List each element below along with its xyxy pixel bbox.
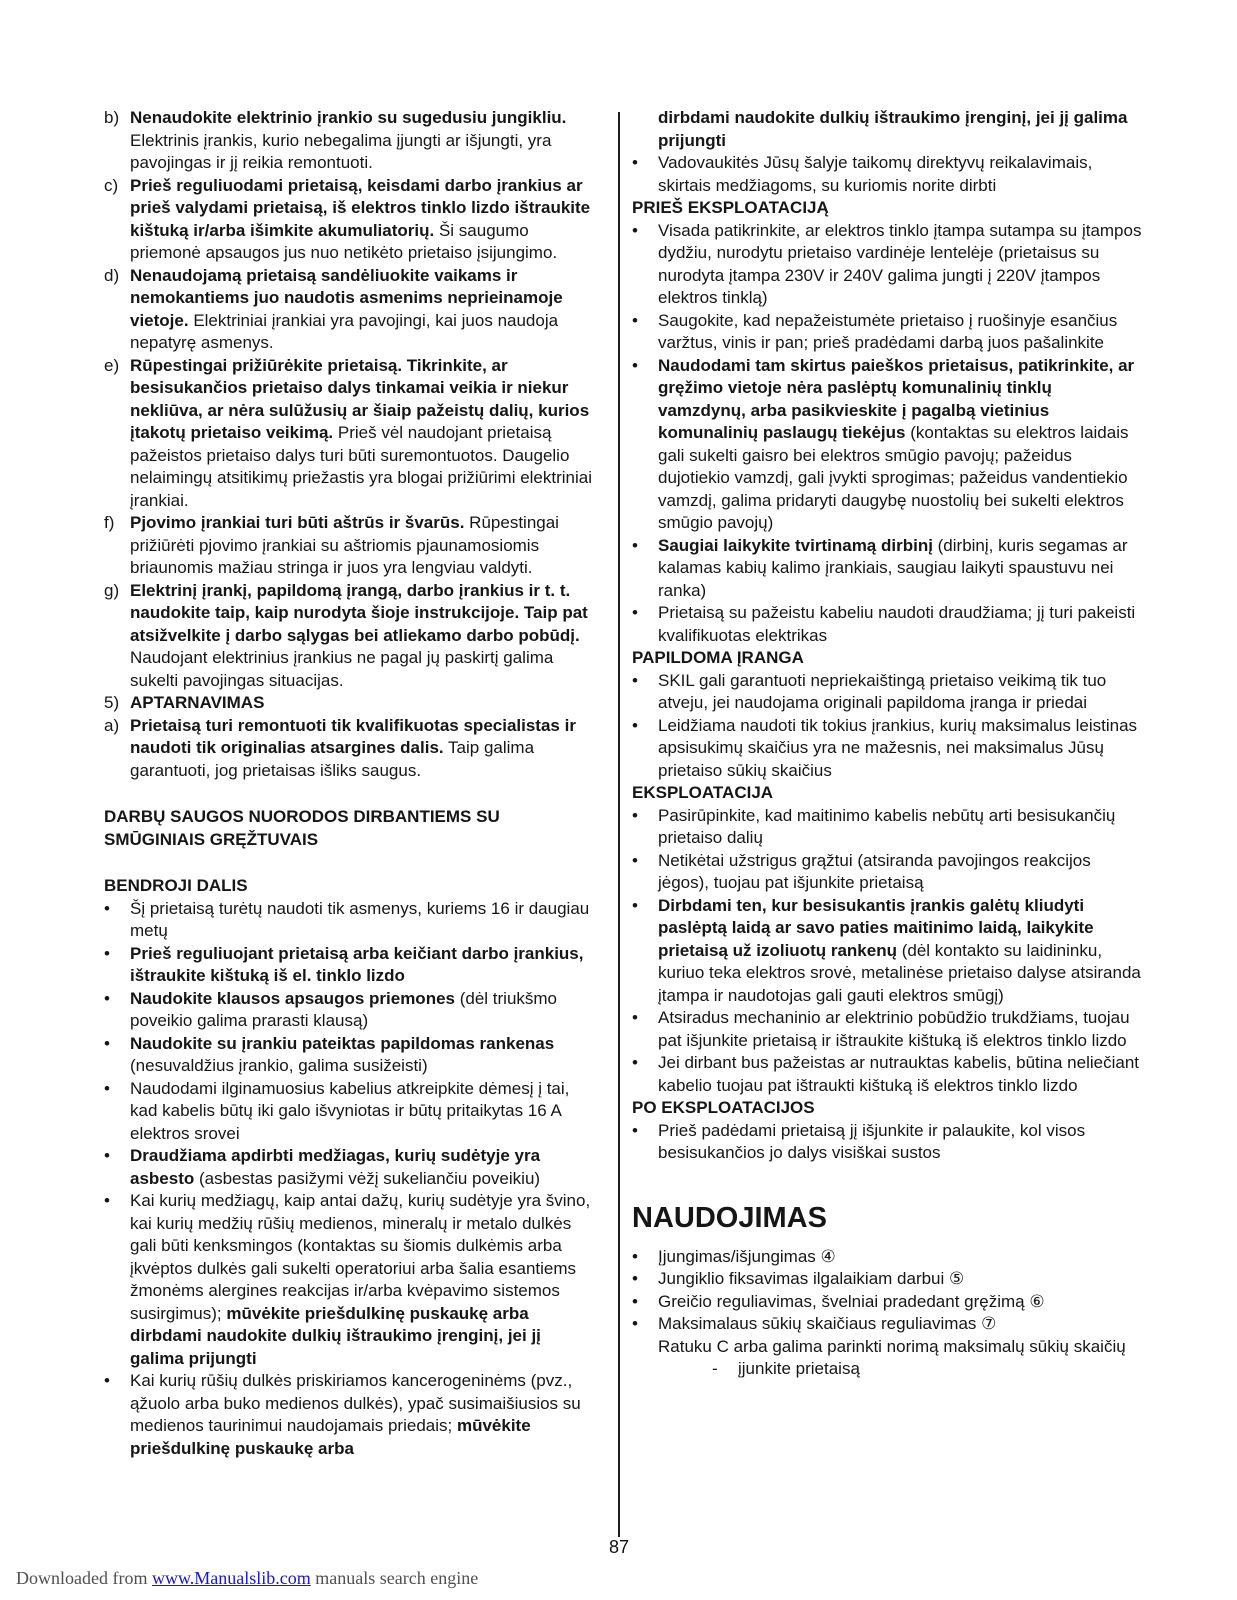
bullet-icon: •	[632, 153, 638, 172]
dash-icon: -	[712, 1359, 718, 1378]
bullet-icon: •	[104, 943, 110, 963]
text-segment: (dėl triukšmo poveikio galima prarasti klausą)	[130, 988, 558, 1030]
section-heading: EKSPLOATACIJA	[632, 783, 774, 802]
bullet-item	[104, 1370, 598, 1460]
footer-prefix: Downloaded from	[16, 1568, 152, 1588]
text-segment: Ratuku C arba galima parinkti norimą maksimalų sūkių skaičių	[658, 1336, 1126, 1356]
bullet-item	[104, 988, 598, 1033]
item-text	[738, 1358, 1144, 1381]
bullet-icon: •	[632, 1269, 638, 1288]
text-segment: Kai kurių rūšių dulkės priskiriamos kancerogeninėms (pvz., ąžuolo arba buko medienos dulkės), ypač susimaišiusios su medienos taurinimui naudojamais priedais;	[130, 1371, 581, 1435]
bullet-item	[632, 1120, 1144, 1165]
bullet-item	[632, 220, 1144, 310]
bullet-item	[104, 1190, 598, 1370]
bullet-item	[632, 1246, 1144, 1269]
item-text	[130, 898, 598, 943]
bullet-item	[104, 1078, 598, 1146]
bullet-icon: •	[632, 895, 638, 915]
manualslib-link[interactable]: www.Manualslib.com	[151, 1568, 311, 1588]
bullet-icon: •	[632, 1246, 638, 1266]
text-segment: Naudokite su įrankiu pateiktas papildomas rankenas	[130, 1033, 555, 1053]
bullet-icon: •	[104, 1078, 110, 1098]
text-segment: Vadovaukitės Jūsų šalyje taikomų direktyvų reikalavimais, skirtais medžiagoms, su kuriomis norite dirbti	[658, 153, 1093, 195]
item-text	[658, 895, 1144, 1008]
item-text	[658, 152, 1144, 197]
text-segment: Elektrinis įrankis, kurio nebegalima įjungti ar išjungti, yra pavojingas ir jį reikia remontuoti.	[130, 130, 552, 172]
item-text	[658, 850, 1144, 895]
item-text	[658, 1052, 1144, 1097]
text-segment: Dirbdami ten, kur besisukantis įrankis galėtų kliudyti paslėptą laidą ar savo paties maitinimo laidą, laikykite prietaisą už izoliuotų rankenų	[658, 895, 1094, 960]
bullet-icon: •	[632, 355, 638, 375]
bullet-icon: •	[104, 988, 110, 1008]
item-marker: 5)	[104, 693, 120, 712]
text-segment: (dirbinį, kuris segamas ar kalamas kabių kalimo įrankiais, saugiau laikyti spaustuvu nei ranka)	[658, 535, 1128, 600]
bullet-item	[632, 1007, 1144, 1052]
bullet-item	[104, 943, 598, 988]
list-item	[104, 175, 598, 265]
text-segment: įjunkite prietaisą	[738, 1359, 860, 1378]
bullet-icon: •	[632, 1008, 638, 1027]
item-text	[658, 602, 1144, 647]
bullet-item	[632, 850, 1144, 895]
left-column	[104, 107, 598, 1460]
bullet-item	[632, 152, 1144, 197]
text-segment: Ši saugumo priemonė apsaugos jus nuo netikėto prietaiso įsijungimo.	[130, 220, 558, 262]
section-gap	[104, 782, 598, 806]
bullet-item	[632, 1268, 1144, 1291]
section-gap	[104, 851, 598, 875]
item-text	[658, 670, 1144, 715]
item-text	[658, 1336, 1144, 1359]
text-segment: Prieš vėl naudojant prietaisą pažeistos prietaiso dalys turi būti suremontuotos. Daugelio nelaimingų atsitikimų priežastis yra blogai prižiūrimi elektriniai įrankiai.	[130, 423, 593, 510]
item-marker: e)	[104, 355, 120, 375]
bullet-icon: •	[632, 535, 638, 555]
item-text	[658, 805, 1144, 850]
item-text	[130, 988, 598, 1033]
item-text	[658, 1291, 1144, 1314]
text-segment: Greičio reguliavimas, švelniai pradedant gręžimą ⑥	[658, 1291, 1045, 1311]
item-text	[130, 1190, 598, 1370]
text-segment: Prietaisą su pažeistu kabeliu naudoti draudžiama; jį turi pakeisti kvalifikuotas elektrikas	[658, 603, 1136, 645]
text-segment: Naudojant elektrinius įrankius ne pagal jų paskirtį galima sukelti pavojingas situacijas.	[130, 648, 554, 690]
item-text	[130, 692, 598, 715]
item-text	[130, 943, 598, 988]
bullet-item	[632, 805, 1144, 850]
text-segment: Naudokite klausos apsaugos priemones	[130, 988, 455, 1008]
text-segment: mūvėkite priešdulkinę puskaukę arba	[130, 1416, 531, 1458]
text-segment: Kai kurių medžiagų, kaip antai dažų, kurių sudėtyje yra švino, kai kurių medžių rūšių medienos, mineralų ir metalo dulkės gali būti kenksmingos (kontaktas su šiomis dulkėmis arba įkvėptos dulkės gali sukelti operatoriui arba šalia esantiems žmonėms alergines reakcijas ir/arba kvėpavimo sistemos susirgimus);	[130, 1191, 591, 1323]
item-text	[658, 1007, 1144, 1052]
text-segment: dirbdami naudokite dulkių ištraukimo įrenginį, jei jį galima prijungti	[658, 108, 1128, 150]
item-text	[658, 310, 1144, 355]
section-heading: PO EKSPLOATACIJOS	[632, 1098, 815, 1117]
text-segment: Šį prietaisą turėtų naudoti tik asmenys, kuriems 16 ir daugiau metų	[130, 898, 590, 940]
bullet-icon: •	[632, 220, 638, 240]
item-marker: g)	[104, 580, 120, 600]
item-text	[658, 107, 1144, 152]
text-segment: Jungiklio fiksavimas ilgalaikiam darbui ⑤	[658, 1269, 965, 1288]
text-segment: Leidžiama naudoti tik tokius įrankius, kurių maksimalus leistinas apsisukimų skaičius yra ne mažesnis, nei maksimalus Jūsų prietaiso sūkių skaičius	[658, 715, 1138, 780]
bullet-icon: •	[632, 1291, 638, 1311]
footer-suffix: manuals search engine	[310, 1568, 479, 1588]
text-segment: Prieš reguliuojant prietaisą arba keičiant darbo įrankius, ištraukite kištuką iš el. tinklo lizdo	[130, 943, 584, 985]
bullet-icon: •	[632, 1053, 638, 1072]
item-marker: d)	[104, 265, 120, 285]
text-segment: Prietaisą turi remontuoti tik kvalifikuotas specialistas ir naudoti tik originalias atsargines dalis.	[130, 715, 576, 757]
text-segment: Rūpestingai prižiūrėti pjovimo įrankiai su aštriomis pjaunamosiomis briaunomis mažiau stringa ir juos yra lengviau valdyti.	[130, 513, 559, 577]
item-text	[658, 535, 1144, 603]
bullet-icon: •	[632, 715, 638, 735]
bullet-icon: •	[104, 1191, 110, 1210]
bullet-item	[632, 715, 1144, 783]
bullet-item	[632, 310, 1144, 355]
item-text	[658, 220, 1144, 310]
item-text	[130, 355, 598, 513]
item-text	[130, 107, 598, 175]
item-marker: f)	[104, 513, 115, 532]
bullet-item	[632, 355, 1144, 535]
bullet-icon: •	[632, 603, 638, 622]
list-item	[104, 512, 598, 580]
text-segment: Prieš padėdami prietaisą jį išjunkite ir palaukite, kol visos besisukančios jo dalys visiškai sustos	[658, 1120, 1086, 1162]
section-heading: PAPILDOMA ĮRANGA	[632, 648, 804, 667]
item-text	[130, 1078, 598, 1146]
item-text	[130, 175, 598, 265]
bullet-item	[632, 535, 1144, 603]
list-item	[104, 107, 598, 175]
text-segment: (dėl kontakto su laidininku, kuriuo teka elektros srovė, metalinėse prietaiso dalyse atsiranda įtampa ir naudotojas gali gauti elektros smūgį)	[658, 940, 1141, 1005]
column-divider	[618, 112, 620, 1537]
text-segment: Naudodami ilginamuosius kabelius atkreipkite dėmesį į tai, kad kabelis būtų iki galo išvyniotas ir būtų pritaikytas 16 A elektros srovei	[130, 1078, 570, 1143]
text-segment: Atsiradus mechaninio ar elektrinio pobūdžio trukdžiams, tuojau pat išjunkite prietaisą ir ištraukite kištuką iš elektros tinklo lizdo	[658, 1008, 1130, 1050]
text-segment: Maksimalaus sūkių skaičiaus reguliavimas ⑦	[658, 1314, 997, 1333]
list-item	[104, 355, 598, 513]
bullet-icon: •	[632, 1314, 638, 1333]
item-text	[130, 715, 598, 783]
item-text	[130, 1145, 598, 1190]
text-segment: Nenaudokite elektrinio įrankio su sugedusiu jungikliu.	[130, 108, 567, 127]
text-segment: (asbestas pasižymi vėžį sukeliančiu poveikiu)	[194, 1168, 541, 1188]
bullet-icon: •	[632, 670, 638, 690]
bullet-item	[632, 602, 1144, 647]
text-segment: Pjovimo įrankiai turi būti aštrūs ir švarūs.	[130, 513, 465, 532]
chapter-heading: NAUDOJIMAS	[632, 1201, 827, 1234]
text-segment: Draudžiama apdirbti medžiagas, kurių sudėtyje yra asbesto	[130, 1146, 541, 1188]
section-heading: BENDROJI DALIS	[104, 876, 248, 895]
item-text	[130, 512, 598, 580]
item-text	[658, 1313, 1144, 1336]
bullet-icon: •	[632, 850, 638, 870]
bullet-icon: •	[104, 898, 110, 918]
item-text	[658, 355, 1144, 535]
item-text	[130, 1370, 598, 1460]
bullet-item	[104, 1145, 598, 1190]
bullet-icon: •	[104, 1371, 110, 1390]
item-text	[658, 1120, 1144, 1165]
text-segment: mūvėkite priešdulkinę puskaukę arba dirbdami naudokite dulkių ištraukimo įrenginį, jei jį galima prijungti	[130, 1303, 541, 1368]
bullet-item	[104, 1033, 598, 1078]
section-heading: PRIEŠ EKSPLOATACIJĄ	[632, 198, 829, 217]
bullet-item	[632, 895, 1144, 1008]
item-marker: c)	[104, 175, 119, 195]
text-segment: Netikėtai užstrigus grąžtui (atsiranda pavojingos reakcijos jėgos), tuojau pat išjunkite prietaisą	[658, 850, 1091, 892]
bullet-icon: •	[632, 805, 638, 825]
dash-item	[712, 1358, 1144, 1381]
list-item	[104, 692, 598, 715]
text-segment: (kontaktas su elektros laidais gali sukelti gaisro bei elektros smūgio pavojų; pažeidus dujotiekio vamzdį, gali įvykti sprogimas; pažeidus vandentiekio vamzdį, galima pridaryti daugybę nuostolių bei sukelti elektros smūgio pavojų)	[658, 423, 1129, 532]
bullet-item	[632, 1291, 1144, 1314]
text-segment: Taip galima garantuoti, jog prietaisas išliks saugus.	[130, 738, 535, 780]
text-segment: Įjungimas/išjungimas ④	[658, 1246, 836, 1266]
item-text	[130, 580, 598, 693]
right-column	[632, 107, 1144, 1381]
text-segment: Nenaudojamą prietaisą sandėliuokite vaikams ir nemokantiems juo naudotis asmenims neprieinamoje vietoje.	[130, 265, 563, 330]
text-segment: Saugokite, kad nepažeistumėte prietaiso į ruošinyje esančius varžtus, vinis ir pan; prieš pradėdami darbą juos pašalinkite	[658, 310, 1118, 352]
text-segment: Pasirūpinkite, kad maitinimo kabelis nebūtų arti besisukančių prietaiso dalių	[658, 805, 1116, 847]
text-segment: Elektriniai įrankiai yra pavojingi, kai juos naudoja nepatyrę asmenys.	[130, 310, 559, 352]
text-segment: (nesuvaldžius įrankio, galima susižeisti)	[130, 1056, 428, 1075]
list-item	[104, 265, 598, 355]
item-marker: b)	[104, 108, 120, 127]
text-segment: Saugiai laikykite tvirtinamą dirbinį	[658, 535, 933, 555]
text-segment: SKIL gali garantuoti nepriekaištingą prietaiso veikimą tik tuo atveju, jei naudojama originali papildoma įranga ir priedai	[658, 670, 1107, 712]
bullet-item	[632, 1313, 1144, 1336]
section-gap	[632, 1165, 1144, 1189]
continuation-paragraph	[632, 107, 1144, 152]
bullet-item	[632, 1052, 1144, 1097]
list-item	[104, 715, 598, 783]
bullet-item	[632, 670, 1144, 715]
footer	[16, 1568, 478, 1589]
bullet-icon: •	[632, 1120, 638, 1140]
text-segment: Naudodami tam skirtus paieškos prietaisus, patikrinkite, ar gręžimo vietoje nėra paslėptų komunalinių tinklų vamzdynų, arba pasikvieskite į pagalbą vietinius komunalinių paslaugų tiekėjus	[658, 355, 1135, 442]
text-segment: Prieš reguliuodami prietaisą, keisdami darbo įrankius ar prieš valydami prietaisą, iš elektros tinklo lizdo ištraukite kištuką ir/arba išimkite akumuliatorių.	[130, 175, 591, 240]
text-segment: APTARNAVIMAS	[130, 693, 265, 712]
text-segment: Elektrinį įrankį, papildomą įrangą, darbo įrankius ir t. t. naudokite taip, kaip nurodyta šioje instrukcijoje. Taip pat atsižvelkite į darbo sąlygas bei atliekamo darbo pobūdį.	[130, 580, 588, 645]
list-item	[104, 580, 598, 693]
bullet-icon: •	[104, 1033, 110, 1053]
item-text	[658, 1246, 1144, 1269]
item-text	[658, 715, 1144, 783]
bullet-icon: •	[104, 1146, 110, 1165]
item-text	[130, 265, 598, 355]
item-marker: a)	[104, 715, 120, 735]
bullet-icon: •	[632, 310, 638, 330]
item-text	[658, 1268, 1144, 1291]
section-heading: DARBŲ SAUGOS NUORODOS DIRBANTIEMS SU SMŪGINIAIS GRĘŽTUVAIS	[104, 807, 500, 849]
item-text	[130, 1033, 598, 1078]
text-segment: Rūpestingai prižiūrėkite prietaisą. Tikrinkite, ar besisukančios prietaiso dalys tinkamai veikia ir niekur nekliūva, ar nėra sulūžusių ar šiaip pažeistų dalių, kurios įtakotų prietaiso veikimą.	[130, 355, 590, 442]
text-segment: Visada patikrinkite, ar elektros tinklo įtampa sutampa su įtampos dydžiu, nurodytu prietaiso vardinėje lentelėje (prietaisus su nurodyta įtampa 230V ir 240V galima jungti į 220V įtampos elektros tinklą)	[658, 220, 1142, 307]
text-segment: Jei dirbant bus pažeistas ar nutrauktas kabelis, būtina neliečiant kabelio tuojau pat ištraukti kištuką iš elektros tinklo lizdo	[658, 1053, 1140, 1095]
page-number: 87	[608, 1537, 630, 1557]
bullet-item	[104, 898, 598, 943]
continuation-paragraph	[632, 1336, 1144, 1359]
